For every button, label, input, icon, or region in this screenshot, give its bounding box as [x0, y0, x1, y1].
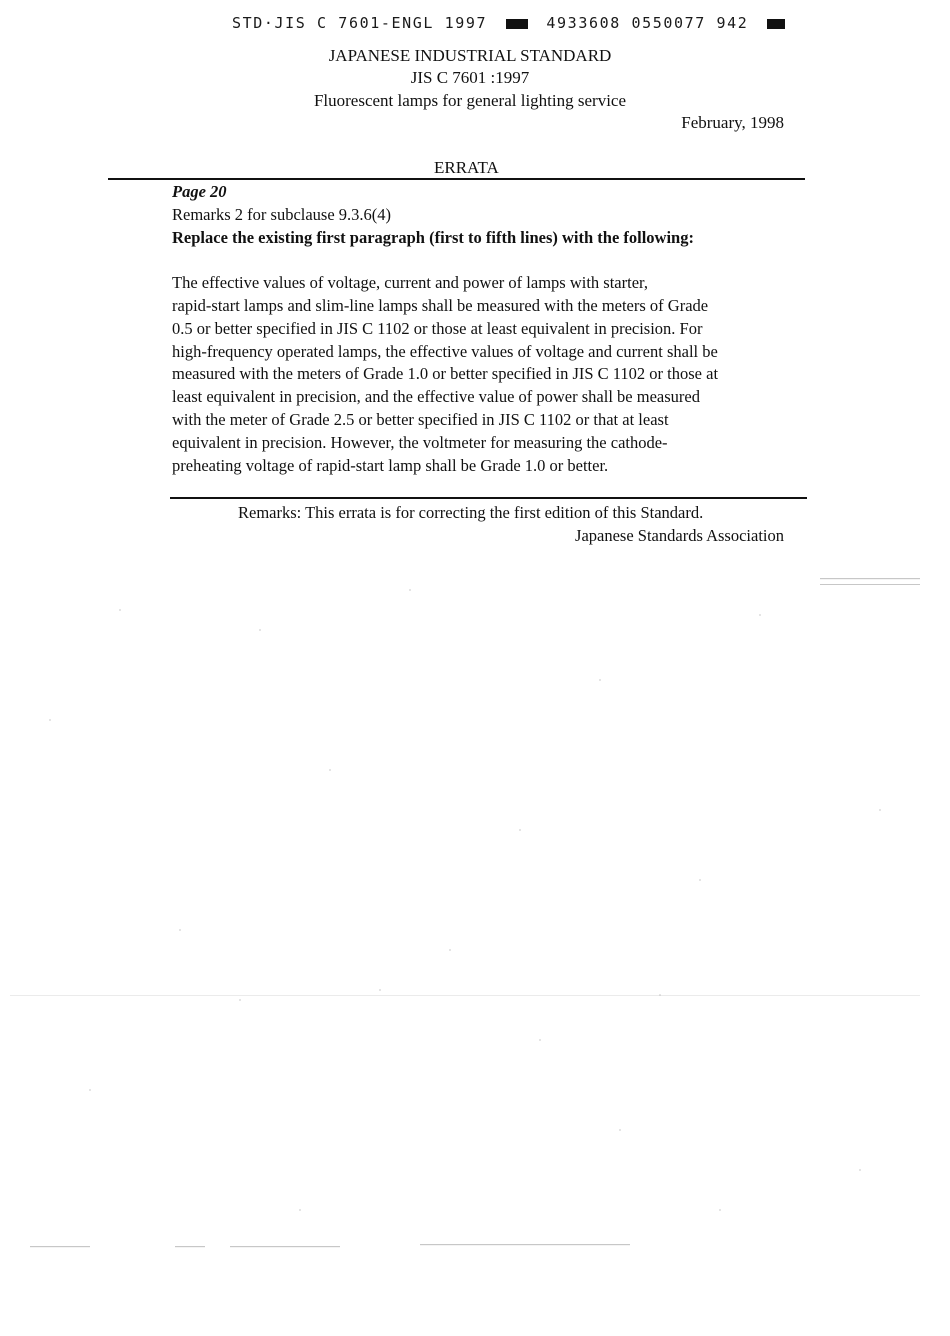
remarks-reference: Remarks 2 for subclause 9.3.6(4) — [172, 204, 392, 224]
standard-number: JIS C 7601 :1997 — [410, 68, 530, 87]
document-code: STD·JIS C 7601-ENGL 1997 — [232, 14, 488, 32]
top-divider — [108, 178, 805, 180]
document-code-header — [232, 14, 785, 32]
document-serial: 4933608 0550077 942 — [546, 14, 749, 32]
errata-remarks: Remarks: This errata is for correcting the first edition of this Standard. — [238, 503, 704, 522]
page-reference: Page 20 — [172, 182, 227, 201]
paragraph-line: with the meter of Grade 2.5 or better specified in JIS C 1102 or that at least — [172, 409, 669, 429]
replace-instruction: Replace the existing first paragraph (first to fifth lines) with the following: — [172, 227, 694, 247]
paragraph-line: equivalent in precision. However, the voltmeter for measuring the cathode- — [172, 432, 668, 452]
scan-noise — [0, 570, 950, 1270]
paragraph-line: measured with the meters of Grade 1.0 or better specified in JIS C 1102 or those at — [172, 364, 719, 384]
paragraph-line: 0.5 or better specified in JIS C 1102 or those at least equivalent in precision. For — [172, 318, 703, 338]
paragraph-line: preheating voltage of rapid-start lamp shall be Grade 1.0 or better. — [172, 455, 609, 475]
paragraph-line: least equivalent in precision, and the effective value of power shall be measured — [172, 387, 700, 407]
paragraph-line: The effective values of voltage, current and power of lamps with starter, — [172, 273, 648, 293]
standard-title: Fluorescent lamps for general lighting service — [313, 91, 627, 110]
standard-org-title: JAPANESE INDUSTRIAL STANDARD — [328, 46, 612, 65]
paragraph-line: rapid-start lamps and slim-line lamps shall be measured with the meters of Grade — [172, 295, 709, 315]
black-mark — [767, 19, 785, 29]
publisher: Japanese Standards Association — [575, 526, 784, 545]
paragraph-line: high-frequency operated lamps, the effective values of voltage and current shall be — [172, 341, 718, 361]
errata-body — [172, 181, 812, 477]
bottom-divider — [170, 497, 807, 499]
issue-date: February, 1998 — [681, 113, 784, 132]
errata-heading: ERRATA — [434, 158, 499, 177]
black-mark — [506, 19, 528, 29]
